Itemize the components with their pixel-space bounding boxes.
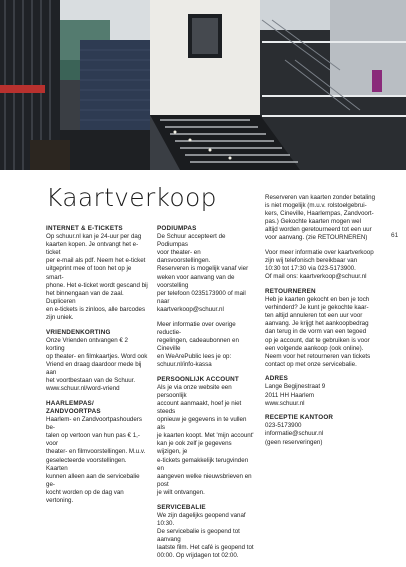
section-text: Haarlem- en Zandvoortpashouders be- talen op vertoon van hun pas € 1,- voor theater- en filmvoorstellingen. M.u.v. geselecteerde voorstellingen. Kaarten kunnen alleen aan de servicebalie ge- kocht worden op de dag van vertoning. xyxy=(46,416,146,504)
section-text: We zijn dagelijks geopend vanaf 10:30. De servicebalie is geopend tot aanvang laatste film. Het café is geopend tot 00:00. Op vrijdagen tot 02:00. xyxy=(157,511,254,560)
column-3 xyxy=(265,194,377,453)
section-text: Meer informatie over overige reductie- regelingen, cadeaubonnen en Cineville en WeArePublic lees je op: schuur.nl/info-kassa xyxy=(157,320,239,368)
section-text: Reserveren van kaarten zonder betaling is niet mogelijk (m.u.v. rolstoelgebrui- kers, Cineville, Haarlempas, Zandvoort- pas.) Gekochte kaarten mogen wel altijd worden geretourneerd tot een uur voor aanvang. (zie RETOURNEREN) xyxy=(265,194,376,242)
section-text: Als je via onze website een persoonlijk account aanmaakt, hoef je niet steeds opnieuw je gegevens in te vullen als je kaarten koopt. Met 'mijn account' kan je ook zelf je gegevens wijzigen, je e-tickets gemakkelijk terugvinden en aangeven welke nieuwsbrieven en post je wilt ontvangen. xyxy=(157,383,254,496)
section-heading: RECEPTIE KANTOOR xyxy=(265,414,334,422)
column-1 xyxy=(46,225,148,512)
page-title: Kaartverkoop xyxy=(46,183,217,212)
section-heading: RETOURNEREN xyxy=(265,287,316,295)
section-text: Heb je kaarten gekocht en ben je toch verhinderd? Je kunt je gekochte kaar- ten altijd annuleren tot een uur voor aanvang. Je krijgt het aankoopbedrag dan terug in de vorm van een tegoed op je account, dat te gebruiken is voor een volgende aankoop (ook online). Neem voor het retourneren van tickets contact op met onze servicebalie. xyxy=(265,296,371,368)
page-number: 61 xyxy=(391,232,399,239)
section-heading: ADRES xyxy=(265,375,289,383)
section-text: Voor meer informatie over kaartverkoop zijn wij telefonisch bereikbaar van 10:30 tot 17:30 via 023-5173900. Of mail ons: kaartverkoop@schuur.nl xyxy=(265,249,374,281)
column-2 xyxy=(157,225,255,567)
section-heading: SERVICEBALIE xyxy=(157,503,206,511)
section-text: Lange Begijnestraat 9 2011 HH Haarlem www.schuur.nl xyxy=(265,383,326,407)
section-heading: PODIUMPAS xyxy=(157,225,197,232)
interior-staircase-photo xyxy=(0,0,406,170)
section-text: 023-5173900 informatie@schuur.nl (geen reserveringen) xyxy=(265,422,324,446)
text-page xyxy=(0,170,406,560)
section-heading: PERSOONLIJK ACCOUNT xyxy=(157,375,239,383)
section-text: Onze Vrienden ontvangen € 2 korting op theater- en filmkaartjes. Word ook Vriend en draag daardoor mede bij aan het voortbestaan van de Schuur. www.schuur.nl/word-vriend xyxy=(46,336,148,393)
section-heading: VRIENDENKORTING xyxy=(46,328,111,336)
section-text: De Schuur accepteert de Podiumpas voor theater- en dansvoorstellingen. Reserveren is mogelijk vanaf vier weken voor aanvang van de voorstelling per telefoon 0235173900 of mail naar kaartverkoop@schuur.nl xyxy=(157,233,249,313)
section-text: Op schuur.nl kan je 24-uur per dag kaarten kopen. Je ontvangt het e-ticket per e-mail als pdf. Neem het e-ticket uitgeprint mee of toon het op je smart- phone. Het e-ticket wordt gescand bij het binnengaan van de zaal. Dupliceren en e-tickets is zinloos, alle barcodes zijn uniek. xyxy=(46,233,148,322)
section-heading: INTERNET & E-TICKETS xyxy=(46,225,123,232)
section-heading: HAARLEMPAS/ ZANDVOORTPAS xyxy=(46,399,101,415)
